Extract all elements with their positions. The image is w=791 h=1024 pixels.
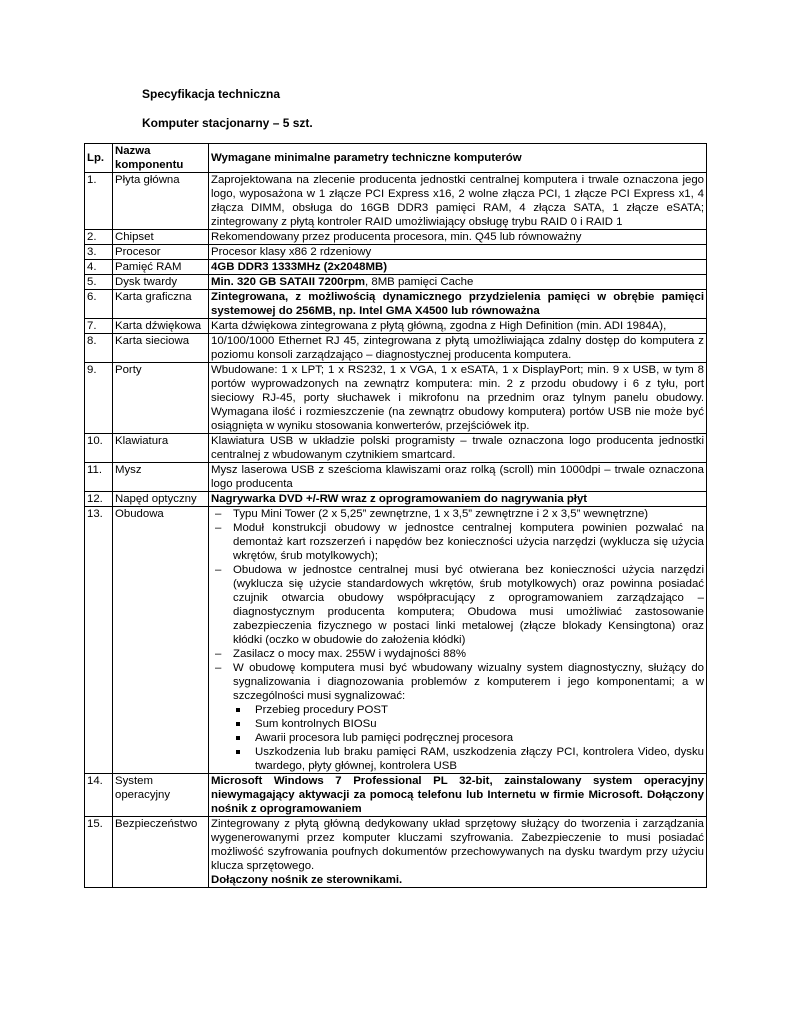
component-description: Microsoft Windows 7 Professional PL 32-bit, zainstalowany system operacyjny niewymagający aktywacji za pomocą telefonu lub Internetu w firmie Microsoft. Dołączony nośnik z oprogramowaniem: [209, 774, 707, 817]
list-item: [211, 661, 704, 773]
row-number: 14.: [85, 774, 113, 817]
list-item: Uszkodzenia lub braku pamięci RAM, uszkodzenia złączy PCI, kontrolera Video, dysku twardego, płyty głównej, kontrolera USB: [233, 745, 704, 773]
component-name: System operacyjny: [113, 774, 209, 817]
list-item: – Moduł konstrukcji obudowy w jednostce centralnej komputera powinien pozwalać na demontaż kart rozszerzeń i napędów bez konieczności użycia narzędzi (wyklucza się użycia wkrętów, śrub motylkowych);: [211, 521, 704, 563]
component-description: 10/100/1000 Ethernet RJ 45, zintegrowana z płytą umożliwiająca zdalny dostęp do komputera z poziomu konsoli zarządzająco – diagnostycznej producenta komputera.: [209, 334, 707, 363]
header-lp: Lp.: [85, 144, 113, 173]
table-row: [85, 434, 707, 463]
diagnostic-signals-list: [233, 703, 704, 773]
component-name: Napęd optyczny: [113, 492, 209, 507]
component-description: Zintegrowana, z możliwością dynamicznego przydzielenia pamięci w obrębie pamięci systemowej do 256MB, np. Intel GMA X4500 lub równoważna: [209, 290, 707, 319]
component-name: Porty: [113, 363, 209, 434]
description-bold: Min. 320 GB SATAII 7200rpm: [211, 276, 366, 288]
row-number: 3.: [85, 245, 113, 260]
description-rest: , 8MB pamięci Cache: [365, 276, 474, 288]
row-number: 13.: [85, 507, 113, 774]
document-title: Specyfikacja techniczna: [142, 87, 281, 101]
description-text: Zintegrowany z płytą główną dedykowany układ sprzętowy służący do tworzenia i zarządzania wygenerowanymi przez komputer kluczami szyfrowania. Zabezpieczenie to musi posiadać możliwość szyfrowania poufnych dokumentów przechowywanych na dysku twardym przy użyciu klucza sprzętowego.: [211, 818, 704, 872]
table-row: [85, 463, 707, 492]
table-row: [85, 173, 707, 230]
component-description: Klawiatura USB w układzie polski programisty – trwale oznaczona logo producenta jednostki centralnej z wbudowanym czytnikiem smartcard.: [209, 434, 707, 463]
list-item: Awarii procesora lub pamięci podręcznej procesora: [233, 731, 704, 745]
row-number: 15.: [85, 817, 113, 888]
list-item: Sum kontrolnych BIOSu: [233, 717, 704, 731]
housing-requirements-list: [211, 507, 704, 773]
row-number: 12.: [85, 492, 113, 507]
row-number: 11.: [85, 463, 113, 492]
table-row: [85, 507, 707, 774]
table-header-row: [85, 144, 707, 173]
component-description: Mysz laserowa USB z sześcioma klawiszami oraz rolką (scroll) min 1000dpi – trwale oznaczona logo producenta: [209, 463, 707, 492]
component-name: Chipset: [113, 230, 209, 245]
component-name: Procesor: [113, 245, 209, 260]
row-number: 7.: [85, 319, 113, 334]
component-description: Wbudowane: 1 x LPT; 1 x RS232, 1 x VGA, 1 x eSATA, 1 x DisplayPort; min. 9 x USB, w tym 8 portów wyprowadzonych na zewnątrz komputera: min. 2 z przodu obudowy i 6 z tyłu, port sieciowy RJ-45, porty słuchawek i mikrofonu na przednim oraz tylnym panelu obudowy. Wymagana ilość i rozmieszczenie (na zewnątrz obudowy komputera) portów USB nie może być osiągnięta w wyniku stosowania konwerterów, przejściówek itp.: [209, 363, 707, 434]
row-number: 10.: [85, 434, 113, 463]
component-description: Rekomendowany przez producenta procesora, min. Q45 lub równoważny: [209, 230, 707, 245]
table-row: [85, 245, 707, 260]
row-number: 6.: [85, 290, 113, 319]
component-name: Karta dźwiękowa: [113, 319, 209, 334]
component-description: [209, 275, 707, 290]
component-description: [209, 817, 707, 888]
row-number: 2.: [85, 230, 113, 245]
component-name: Pamięć RAM: [113, 260, 209, 275]
table-row: [85, 774, 707, 817]
component-description: Nagrywarka DVD +/-RW wraz z oprogramowaniem do nagrywania płyt: [209, 492, 707, 507]
list-item: – Obudowa w jednostce centralnej musi być otwierana bez konieczności użycia narzędzi (wyklucza się użycie standardowych wkrętów, śrub motylkowych) oraz powinna posiadać czujnik otwarcia obudowy współpracujący z oprogramowaniem zarządzająco – diagnostycznym producenta komputera; Obudowa musi umożliwiać zastosowanie zabezpieczenia fizycznego w postaci linki metalowej (złącze blokady Kensingtona) oraz kłódki (oczko w obudowie do założenia kłódki): [211, 563, 704, 647]
description-bold: Dołączony nośnik ze sterownikami.: [211, 874, 403, 886]
list-item: – Typu Mini Tower (2 x 5,25” zewnętrzne, 1 x 3,5” zewnętrzne i 2 x 3,5” wewnętrzne): [211, 507, 704, 521]
table-row: [85, 492, 707, 507]
table-row: [85, 817, 707, 888]
row-number: 5.: [85, 275, 113, 290]
row-number: 4.: [85, 260, 113, 275]
table-row: [85, 260, 707, 275]
component-name: Karta sieciowa: [113, 334, 209, 363]
spec-table: [84, 143, 707, 888]
table-row: [85, 290, 707, 319]
component-description: [209, 507, 707, 774]
component-description: Karta dźwiękowa zintegrowana z płytą główną, zgodna z High Definition (min. ADI 1984A),: [209, 319, 707, 334]
row-number: 8.: [85, 334, 113, 363]
component-name: Płyta główna: [113, 173, 209, 230]
row-number: 1.: [85, 173, 113, 230]
component-name: Karta graficzna: [113, 290, 209, 319]
header-parameters: Wymagane minimalne parametry techniczne komputerów: [209, 144, 707, 173]
component-name: Obudowa: [113, 507, 209, 774]
table-row: [85, 230, 707, 245]
list-item: Przebieg procedury POST: [233, 703, 704, 717]
header-component-name: Nazwa komponentu: [113, 144, 209, 173]
component-name: Klawiatura: [113, 434, 209, 463]
row-number: 9.: [85, 363, 113, 434]
list-item: – Zasilacz o mocy max. 255W i wydajności 88%: [211, 647, 704, 661]
table-row: [85, 363, 707, 434]
component-name: Bezpieczeństwo: [113, 817, 209, 888]
component-description: Zaprojektowana na zlecenie producenta jednostki centralnej komputera i trwale oznaczona jego logo, wyposażona w 1 złącze PCI Express x16, 2 wolne złącza PCI, 1 złącze PCI Express x1, 4 złącza DIMM, obsługa do 16GB DDR3 pamięci RAM, 4 złącza SATA, 1 złącze eSATA; zintegrowany z płytą kontroler RAID umożliwiający obsługę trybu RAID 0 i RAID 1: [209, 173, 707, 230]
component-name: Mysz: [113, 463, 209, 492]
component-description: Procesor klasy x86 2 rdzeniowy: [209, 245, 707, 260]
document-subtitle: Komputer stacjonarny – 5 szt.: [142, 116, 313, 130]
component-name: Dysk twardy: [113, 275, 209, 290]
table-row: [85, 334, 707, 363]
list-item-text: W obudowę komputera musi być wbudowany wizualny system diagnostyczny, służący do sygnalizowania i diagnozowania problemów z komputerem i jego komponentami; a w szczególności musi sygnalizować:: [233, 662, 704, 702]
table-row: [85, 275, 707, 290]
component-description: 4GB DDR3 1333MHz (2x2048MB): [209, 260, 707, 275]
table-row: [85, 319, 707, 334]
